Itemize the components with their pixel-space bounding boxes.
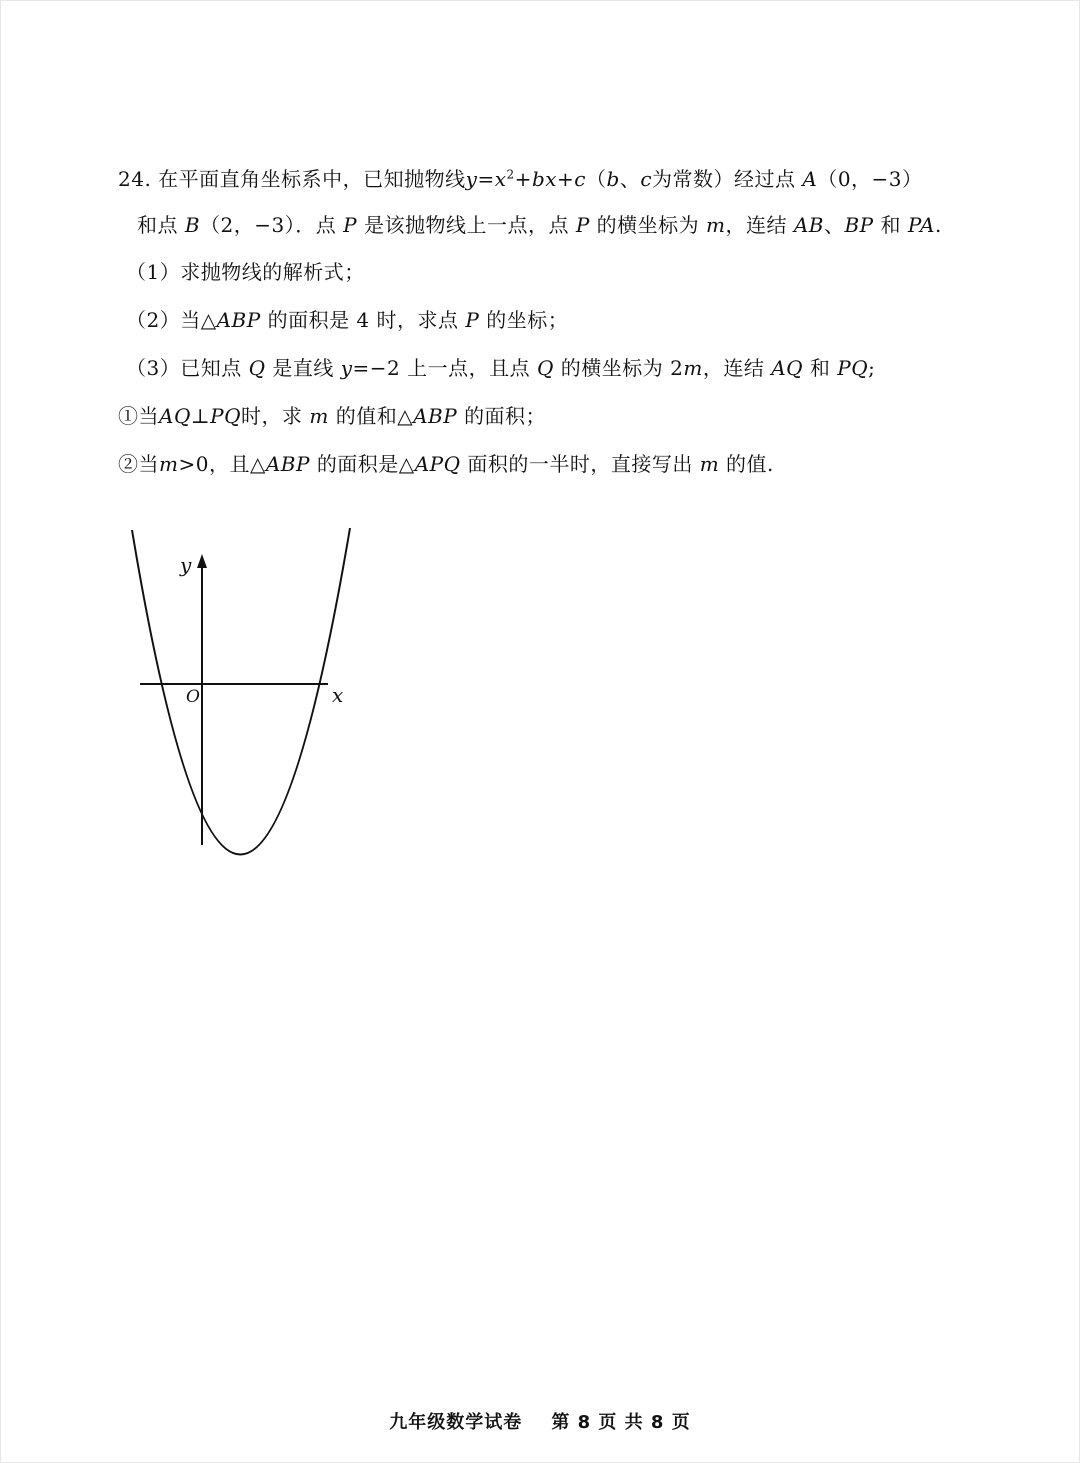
q3-m: m	[683, 356, 703, 380]
line2-rest-2: 是该抛物线上一点，点	[363, 213, 569, 237]
q3-y: y	[340, 356, 353, 380]
s1-pre: ①当	[118, 404, 159, 428]
parabola-figure	[120, 520, 360, 860]
question-1-text: （1）求抛物线的解析式；	[126, 260, 365, 284]
s2-mid-3: 面积的一半时，直接写出	[467, 452, 693, 476]
line2-rest-4: ，连结	[725, 213, 787, 237]
subquestion-2	[118, 452, 774, 476]
page-footer	[0, 1408, 1080, 1434]
eq-x: x	[494, 167, 507, 191]
eq-plus-1: +	[514, 167, 532, 191]
line2-rest-3: 的横坐标为	[596, 213, 700, 237]
eq-sep: 、	[619, 167, 641, 191]
s2-triangle-2: APQ	[414, 452, 461, 476]
q2-pre: （2）当△	[126, 308, 217, 332]
eq-b-note: b	[606, 167, 620, 191]
eq-y: y	[465, 167, 478, 191]
q2-end: 的坐标；	[486, 308, 569, 332]
line2-pre: 和点	[137, 213, 178, 237]
exam-name: 九年级数学试卷	[389, 1412, 523, 1433]
line2-rest-1: （2，−3）．点	[200, 213, 337, 237]
q3-point-q-2: Q	[537, 356, 554, 380]
question-1	[126, 260, 365, 284]
s1-mid: 时，求	[241, 404, 303, 428]
q2-triangle: ABP	[216, 308, 261, 332]
seg-pa: PA	[907, 213, 935, 237]
x-axis-label: x	[332, 683, 344, 707]
s2-triangle-1: ABP	[265, 452, 310, 476]
subquestion-1	[118, 404, 546, 428]
point-p: P	[343, 213, 358, 237]
q3-end: ;	[868, 356, 876, 380]
point-b: B	[184, 213, 201, 237]
eq-paren: （	[586, 167, 607, 191]
point-a-coords: （0，−3）	[817, 167, 923, 191]
s1-end: 的面积；	[464, 404, 547, 428]
point-p-2: P	[575, 213, 590, 237]
parabola-curve	[132, 528, 350, 855]
q3-pq: PQ	[837, 356, 869, 380]
q3-aq: AQ	[771, 356, 804, 380]
s1-triangle: ABP	[413, 404, 458, 428]
eq-c-note: c	[640, 167, 653, 191]
s1-pq: PQ	[210, 404, 242, 428]
s2-mid-2: 的面积是△	[316, 452, 415, 476]
line2-end: .	[934, 213, 942, 237]
s2-m-2: m	[699, 452, 720, 476]
s2-end: 的值.	[726, 452, 774, 476]
q3-point-q: Q	[248, 356, 266, 380]
q3-mid-3: 的横坐标为 2	[560, 356, 684, 380]
eq-plus-2: +	[557, 167, 575, 191]
eq-bx: bx	[531, 167, 558, 191]
q2-point-p: P	[465, 308, 480, 332]
q3-and: 和	[809, 356, 831, 380]
parabola-svg	[120, 520, 360, 860]
s1-mid-2: 的值和△	[335, 404, 414, 428]
s2-mid: >0，且△	[178, 452, 266, 476]
var-m: m	[706, 213, 726, 237]
line2-and: 和	[880, 213, 901, 237]
q3-mid-2: =−2 上一点，且点	[352, 356, 531, 380]
s1-m: m	[309, 404, 329, 428]
q2-mid: 的面积是 4 时，求点	[267, 308, 459, 332]
y-axis-arrow-icon	[197, 554, 207, 568]
s2-pre: ②当	[118, 452, 159, 476]
seg-bp: BP	[844, 213, 874, 237]
question-3	[126, 356, 875, 380]
problem-line-1	[118, 167, 923, 191]
intro-text: 在平面直角坐标系中，已知抛物线	[158, 167, 466, 191]
s2-m: m	[159, 452, 179, 476]
origin-label: O	[186, 687, 200, 707]
q3-mid-1: 是直线	[272, 356, 334, 380]
problem-number: 24.	[118, 167, 152, 191]
line2-sep: 、	[823, 213, 845, 237]
eq-c: c	[574, 167, 586, 191]
page-info: 第 8 页 共 8 页	[551, 1412, 691, 1433]
y-axis-label: y	[180, 553, 192, 577]
seg-ab: AB	[793, 213, 824, 237]
problem-line-2	[137, 213, 942, 237]
eq-exponent: 2	[506, 167, 515, 182]
eq-equals: =	[477, 167, 495, 191]
q3-mid-4: ，连结	[702, 356, 765, 380]
q3-pre: （3）已知点	[126, 356, 242, 380]
eq-const-text: 为常数）经过点	[652, 167, 796, 191]
s1-aq: AQ	[159, 404, 191, 428]
s1-perp: ⊥	[190, 404, 211, 428]
question-2	[126, 308, 568, 332]
point-a: A	[802, 167, 818, 191]
